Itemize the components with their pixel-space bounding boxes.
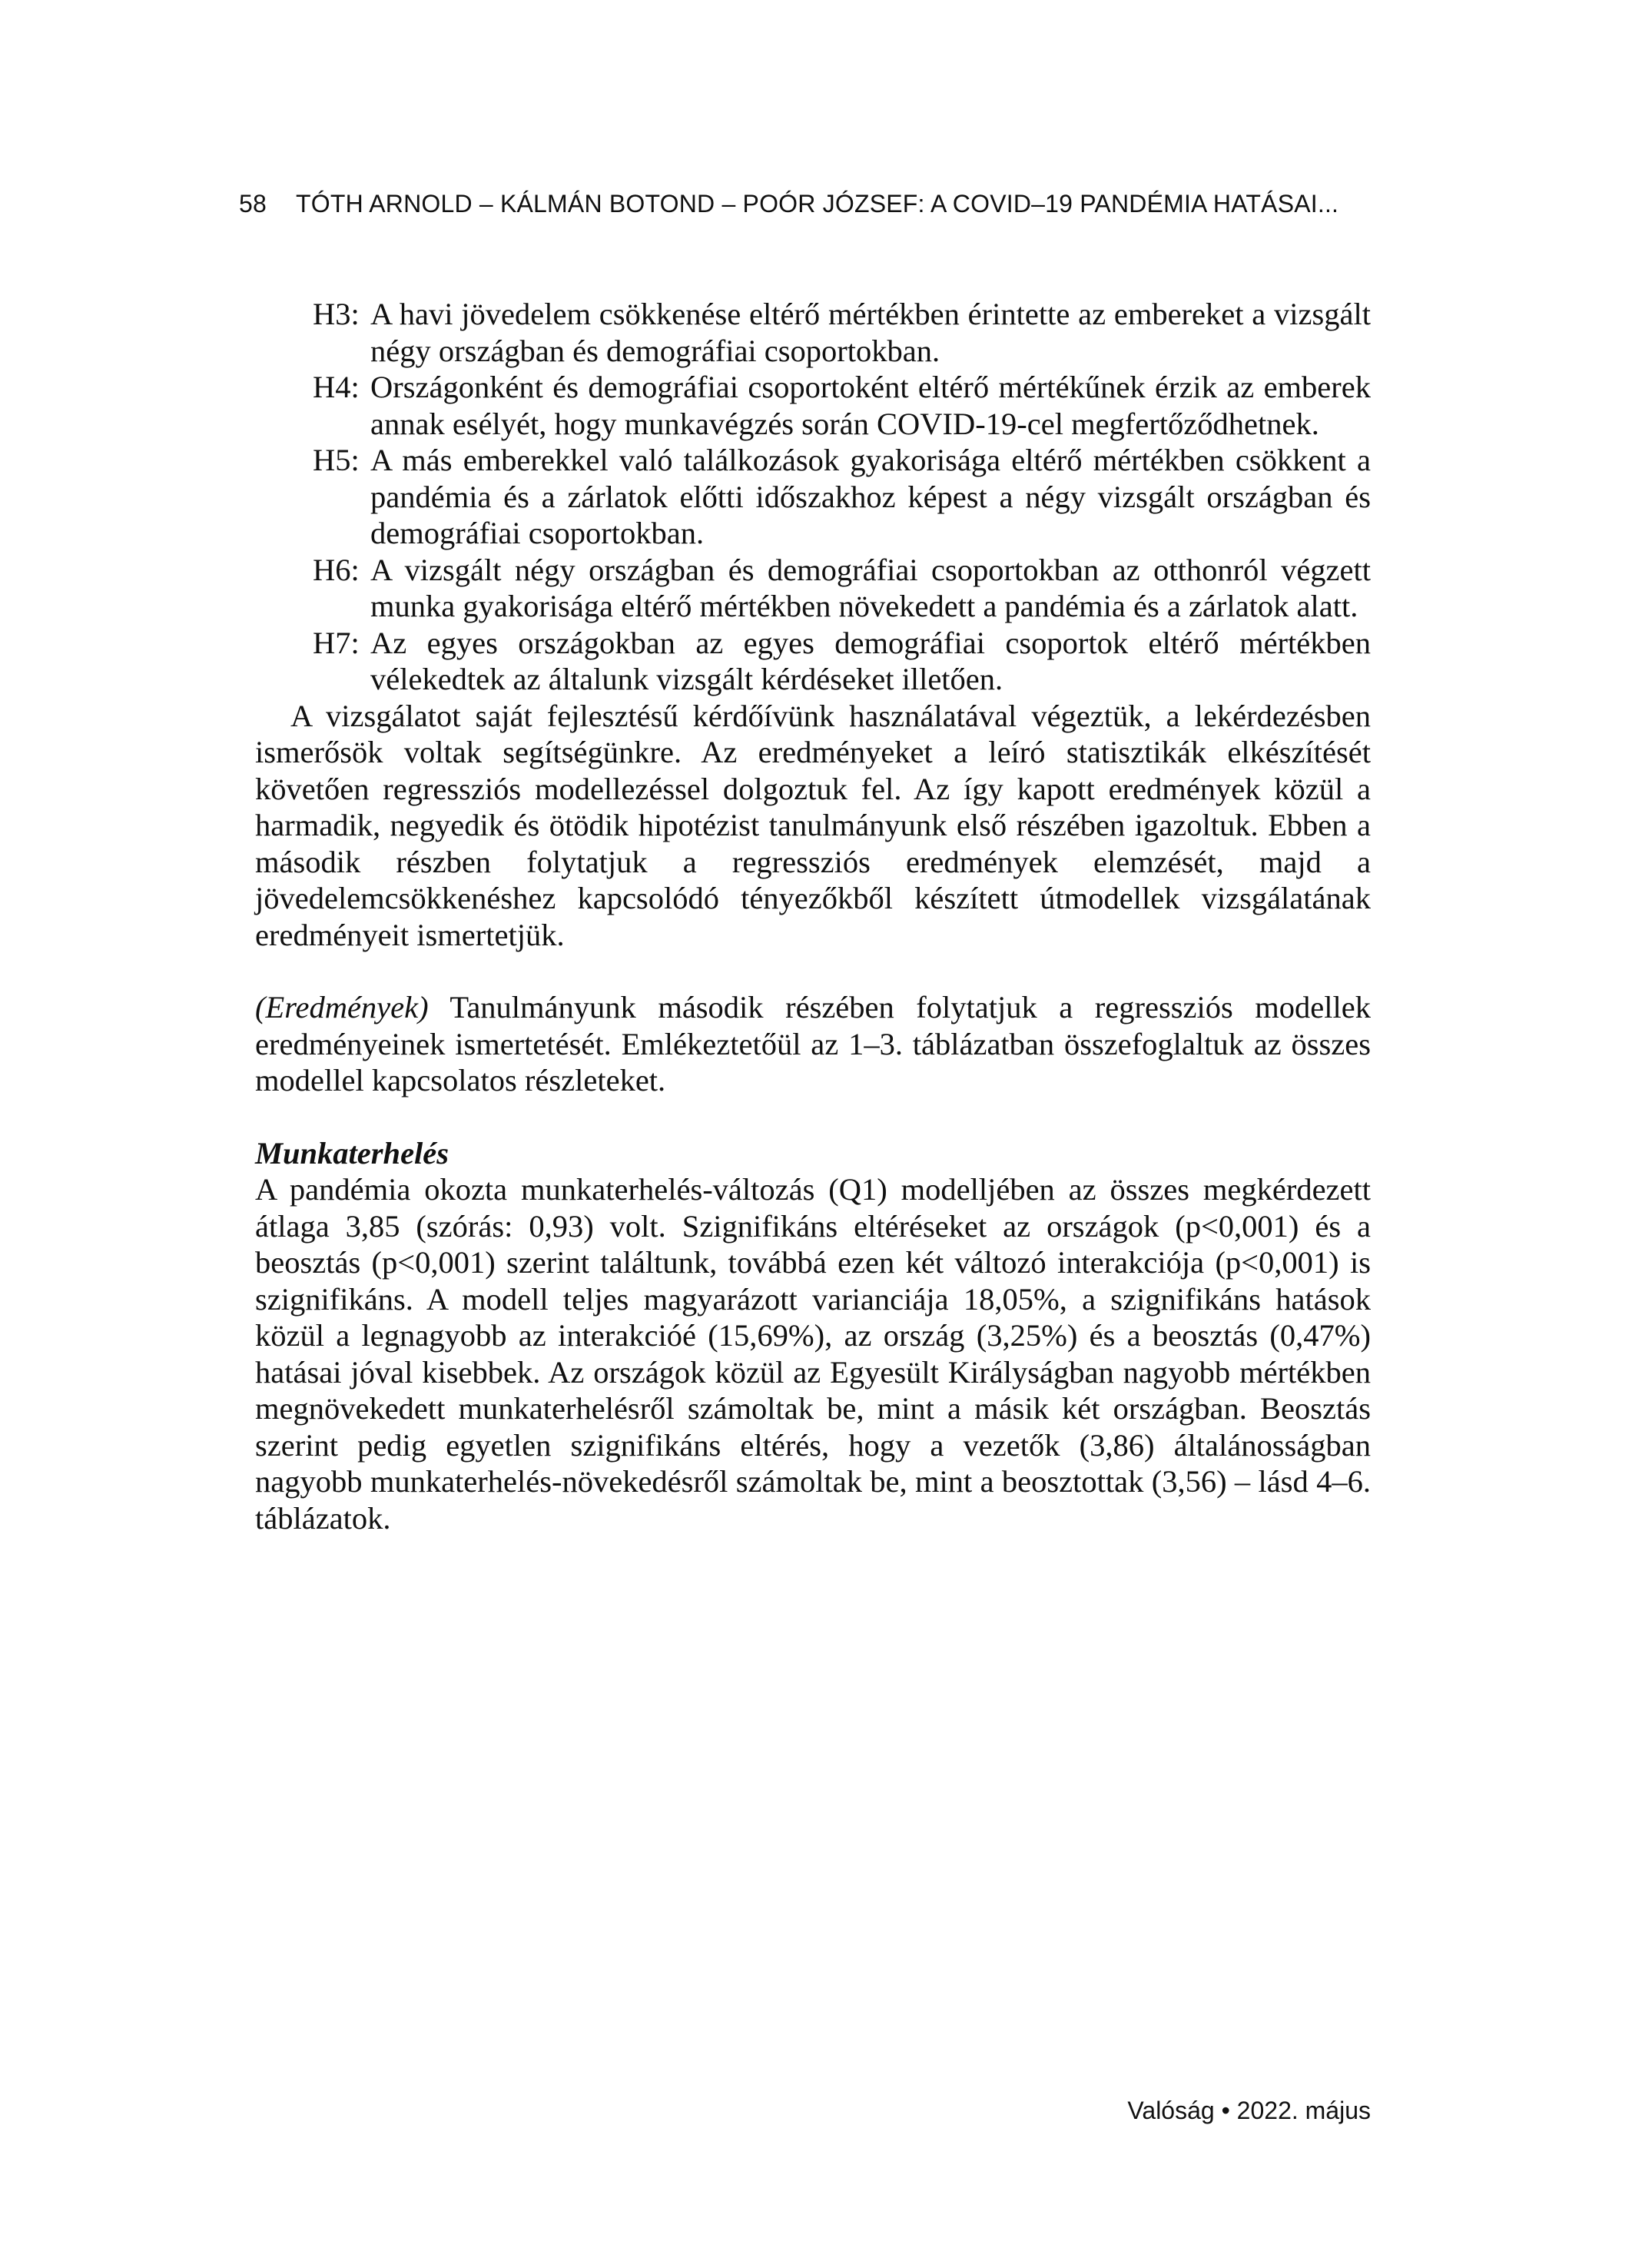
hypothesis-text: A havi jövedelem csökkenése eltérő mértékben érintette az embereket a vizsgált négy országban és demográfiai csoportokban. <box>370 297 1371 368</box>
hypothesis-text: A más emberekkel való találkozások gyakorisága eltérő mértékben csökkent a pandémia és a zárlatok előtti időszakhoz képest a négy vizsgált országban és demográfiai csoportokban. <box>370 443 1371 550</box>
page-footer: Valóság • 2022. május <box>1127 2097 1371 2124</box>
hypothesis-item <box>255 296 1371 369</box>
article-body <box>255 296 1371 1536</box>
hypothesis-item <box>255 625 1371 698</box>
section-heading: Munkaterhelés <box>255 1135 449 1171</box>
results-intro-text: Tanulmányunk második részében folytatjuk a regressziós modellek eredményeinek ismertetését. Emlékeztetőül az 1–3. táblázatban összefoglaltuk az összes modellel kapcsolatos részleteket. <box>255 990 1371 1097</box>
results-intro-paragraph <box>255 989 1371 1099</box>
hypothesis-item <box>255 442 1371 552</box>
hypothesis-label: H5: <box>313 443 360 477</box>
running-header <box>239 190 1376 218</box>
hypothesis-text: A vizsgált négy országban és demográfiai csoportokban az otthonról végzett munka gyakorisága eltérő mértékben növekedett a pandémia és a zárlatok alatt. <box>370 552 1371 623</box>
hypothesis-label: H3: <box>313 297 360 331</box>
hypothesis-text: Országonként és demográfiai csoportoként eltérő mértékűnek érzik az emberek annak esélyét, hogy munkavégzés során COVID-19-cel megfertőződhetnek. <box>370 370 1371 441</box>
hypothesis-item <box>255 369 1371 442</box>
running-title: TÓTH ARNOLD – KÁLMÁN BOTOND – POÓR JÓZSEF: A COVID–19 PANDÉMIA HATÁSAI... <box>296 190 1339 218</box>
hypothesis-label: H6: <box>313 552 360 587</box>
section-paragraph: A pandémia okozta munkaterhelés-változás (Q1) modelljében az összes megkérdezett átlaga 3,85 (szórás: 0,93) volt. Szignifikáns eltéréseket az országok (p<0,001) és a beosztás (p<0,001) szerint találtunk, továbbá ezen két változó interakciója (p<0,001) is szignifikáns. A modell teljes magyarázott varianciája 18,05%, a szignifikáns hatások közül a legnagyobb az interakcióé (15,69%), az ország (3,25%) és a beosztás (0,47%) hatásai jóval kisebbek. Az országok közül az Egyesült Királyságban nagyobb mértékben megnövekedett munkaterhelésről számoltak be, mint a másik két országban. Beosztás szerint pedig egyetlen szignifikáns eltérés, hogy a vezetők (3,86) általánosságban nagyobb munkaterhelés-növekedésről számoltak be, mint a beosztottak (3,56) – lásd 4–6. táblázatok. <box>255 1172 1371 1536</box>
hypothesis-text: Az egyes országokban az egyes demográfiai csoportok eltérő mértékben vélekedtek az általunk vizsgált kérdéseket illetően. <box>370 625 1371 696</box>
page-number: 58 <box>239 190 267 218</box>
hypothesis-item <box>255 552 1371 625</box>
hypothesis-label: H7: <box>313 625 360 660</box>
methods-paragraph: A vizsgálatot saját fejlesztésű kérdőívünk használatával végeztük, a lekérdezésben ismerősök voltak segítségünkre. Az eredményeket a leíró statisztikák elkészítését követően regressziós modellezéssel dolgoztuk fel. Az így kapott eredmények közül a harmadik, negyedik és ötödik hipotézist tanulmányunk első részében igazoltuk. Ebben a második részben folytatjuk a regressziós eredmények elemzését, majd a jövedelemcsökkenéshez kapcsolódó tényezőkből készített útmodellek vizsgálatának eredményeit ismertetjük. <box>255 698 1371 952</box>
hypothesis-label: H4: <box>313 370 360 404</box>
results-lead: (Eredmények) <box>255 990 429 1024</box>
paragraph-spacer <box>255 953 1371 989</box>
